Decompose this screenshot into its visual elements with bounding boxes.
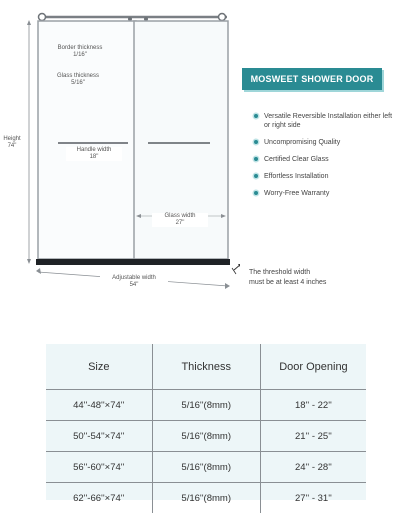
table-cell: 18'' - 22'' bbox=[260, 390, 366, 421]
glass-width-label: Glass width 27" bbox=[152, 213, 208, 227]
feature-list bbox=[254, 112, 394, 206]
table-row bbox=[46, 421, 366, 452]
bullet-dot-icon bbox=[254, 174, 258, 178]
list-item: Effortless Installation bbox=[254, 172, 394, 181]
bullet-dot-icon bbox=[254, 157, 258, 161]
table-cell: 50''-54''×74'' bbox=[46, 421, 152, 452]
list-item: Versatile Reversible Installation either left or right side bbox=[254, 112, 394, 130]
border-thickness-label: Border thickness 1/16" bbox=[48, 45, 112, 59]
column-header-door-opening: Door Opening bbox=[260, 344, 366, 390]
table-cell: 5/16''(8mm) bbox=[152, 421, 260, 452]
table-cell: 56''-60''×74'' bbox=[46, 452, 152, 483]
list-item: Certified Clear Glass bbox=[254, 155, 394, 164]
table-cell: 27'' - 31'' bbox=[260, 483, 366, 513]
brand-title: MOSWEET SHOWER DOOR bbox=[251, 74, 374, 84]
column-header-thickness: Thickness bbox=[152, 344, 260, 390]
table-cell: 24'' - 28'' bbox=[260, 452, 366, 483]
list-item: Uncompromising Quality bbox=[254, 138, 394, 147]
table-header-row bbox=[46, 344, 366, 390]
table-row bbox=[46, 452, 366, 483]
brand-banner bbox=[242, 68, 382, 90]
table-row bbox=[46, 390, 366, 421]
bullet-dot-icon bbox=[254, 114, 258, 118]
column-header-size: Size bbox=[46, 344, 152, 390]
adjustable-width-label: Adjustable width 54" bbox=[100, 275, 168, 289]
list-item: Worry-Free Warranty bbox=[254, 189, 394, 198]
height-label: Height 74" bbox=[0, 136, 24, 150]
glass-thickness-label: Glass thickness 5/16" bbox=[48, 73, 108, 87]
table-cell: 21'' - 25'' bbox=[260, 421, 366, 452]
table-cell: 5/16''(8mm) bbox=[152, 452, 260, 483]
size-table bbox=[46, 344, 366, 500]
table-cell: 62''-66''×74'' bbox=[46, 483, 152, 513]
table-cell: 5/16''(8mm) bbox=[152, 390, 260, 421]
handle-width-label: Handle width 18" bbox=[66, 147, 122, 161]
bullet-dot-icon bbox=[254, 140, 258, 144]
table-cell: 5/16''(8mm) bbox=[152, 483, 260, 513]
threshold-note: The threshold width must be at least 4 inches bbox=[249, 268, 326, 288]
table-row bbox=[46, 483, 366, 513]
table-cell: 44''-48''×74'' bbox=[46, 390, 152, 421]
bullet-dot-icon bbox=[254, 191, 258, 195]
